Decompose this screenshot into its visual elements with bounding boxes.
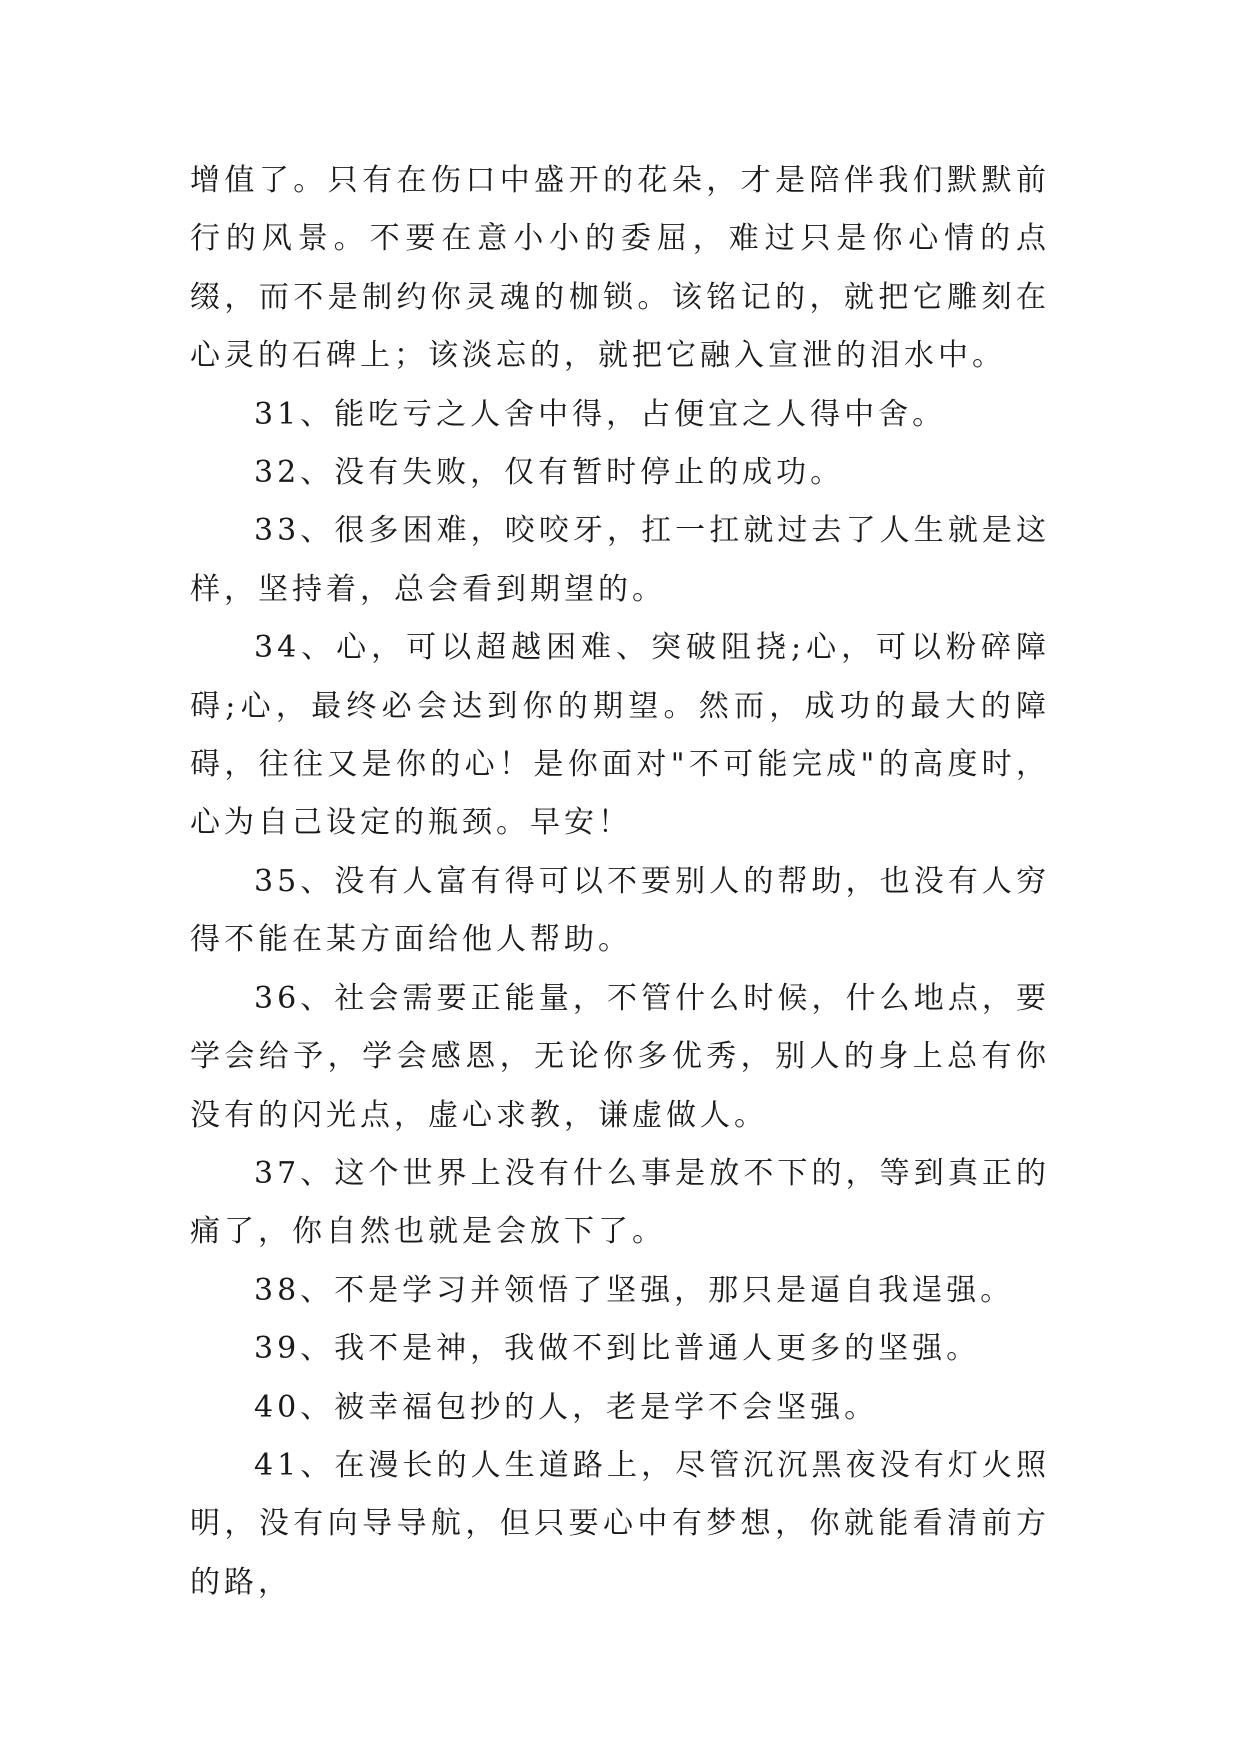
- paragraph-35: 35、没有人富有得可以不要别人的帮助，也没有人穷得不能在某方面给他人帮助。: [190, 863, 1050, 958]
- document-body: [190, 152, 1050, 1612]
- paragraph-39: 39、我不是神，我做不到比普通人更多的坚强。: [254, 1331, 981, 1367]
- paragraph-36: 36、社会需要正能量，不管什么时候，什么地点，要学会给予，学会感恩，无论你多优秀，别人的身上总有你没有的闪光点，虚心求教，谦虚做人。: [190, 980, 1050, 1133]
- paragraph-38: 38、不是学习并领悟了坚强，那只是逼自我逞强。: [254, 1272, 1015, 1308]
- paragraph-31: 31、能吃亏之人舍中得，占便宜之人得中舍。: [254, 396, 947, 432]
- paragraph-41: 41、在漫长的人生道路上，尽管沉沉黑夜没有灯火照明，没有向导导航，但只要心中有梦想，你就能看清前方的路，: [190, 1447, 1050, 1600]
- paragraph-continuation: 增值了。只有在伤口中盛开的花朵，才是陪伴我们默默前行的风景。不要在意小小的委屈，难过只是你心情的点缀，而不是制约你灵魂的枷锁。该铭记的，就把它雕刻在心灵的石碑上；该淡忘的，就把它融入宣泄的泪水中。: [190, 163, 1050, 374]
- paragraph-37: 37、这个世界上没有什么事是放不下的，等到真正的痛了，你自然也就是会放下了。: [190, 1155, 1050, 1250]
- paragraph-33: 33、很多困难，咬咬牙，扛一扛就过去了人生就是这样，坚持着，总会看到期望的。: [190, 513, 1050, 607]
- paragraph-32: 32、没有失败，仅有暂时停止的成功。: [254, 455, 845, 491]
- paragraph-40: 40、被幸福包抄的人，老是学不会坚强。: [254, 1389, 879, 1425]
- paragraph-34: 34、心，可以超越困难、突破阻挠;心，可以粉碎障碍;心，最终必会达到你的期望。然而，成功的最大的障碍，往往又是你的心！是你面对"不可能完成"的高度时，心为自己设定的瓶颈。早安！: [190, 630, 1050, 841]
